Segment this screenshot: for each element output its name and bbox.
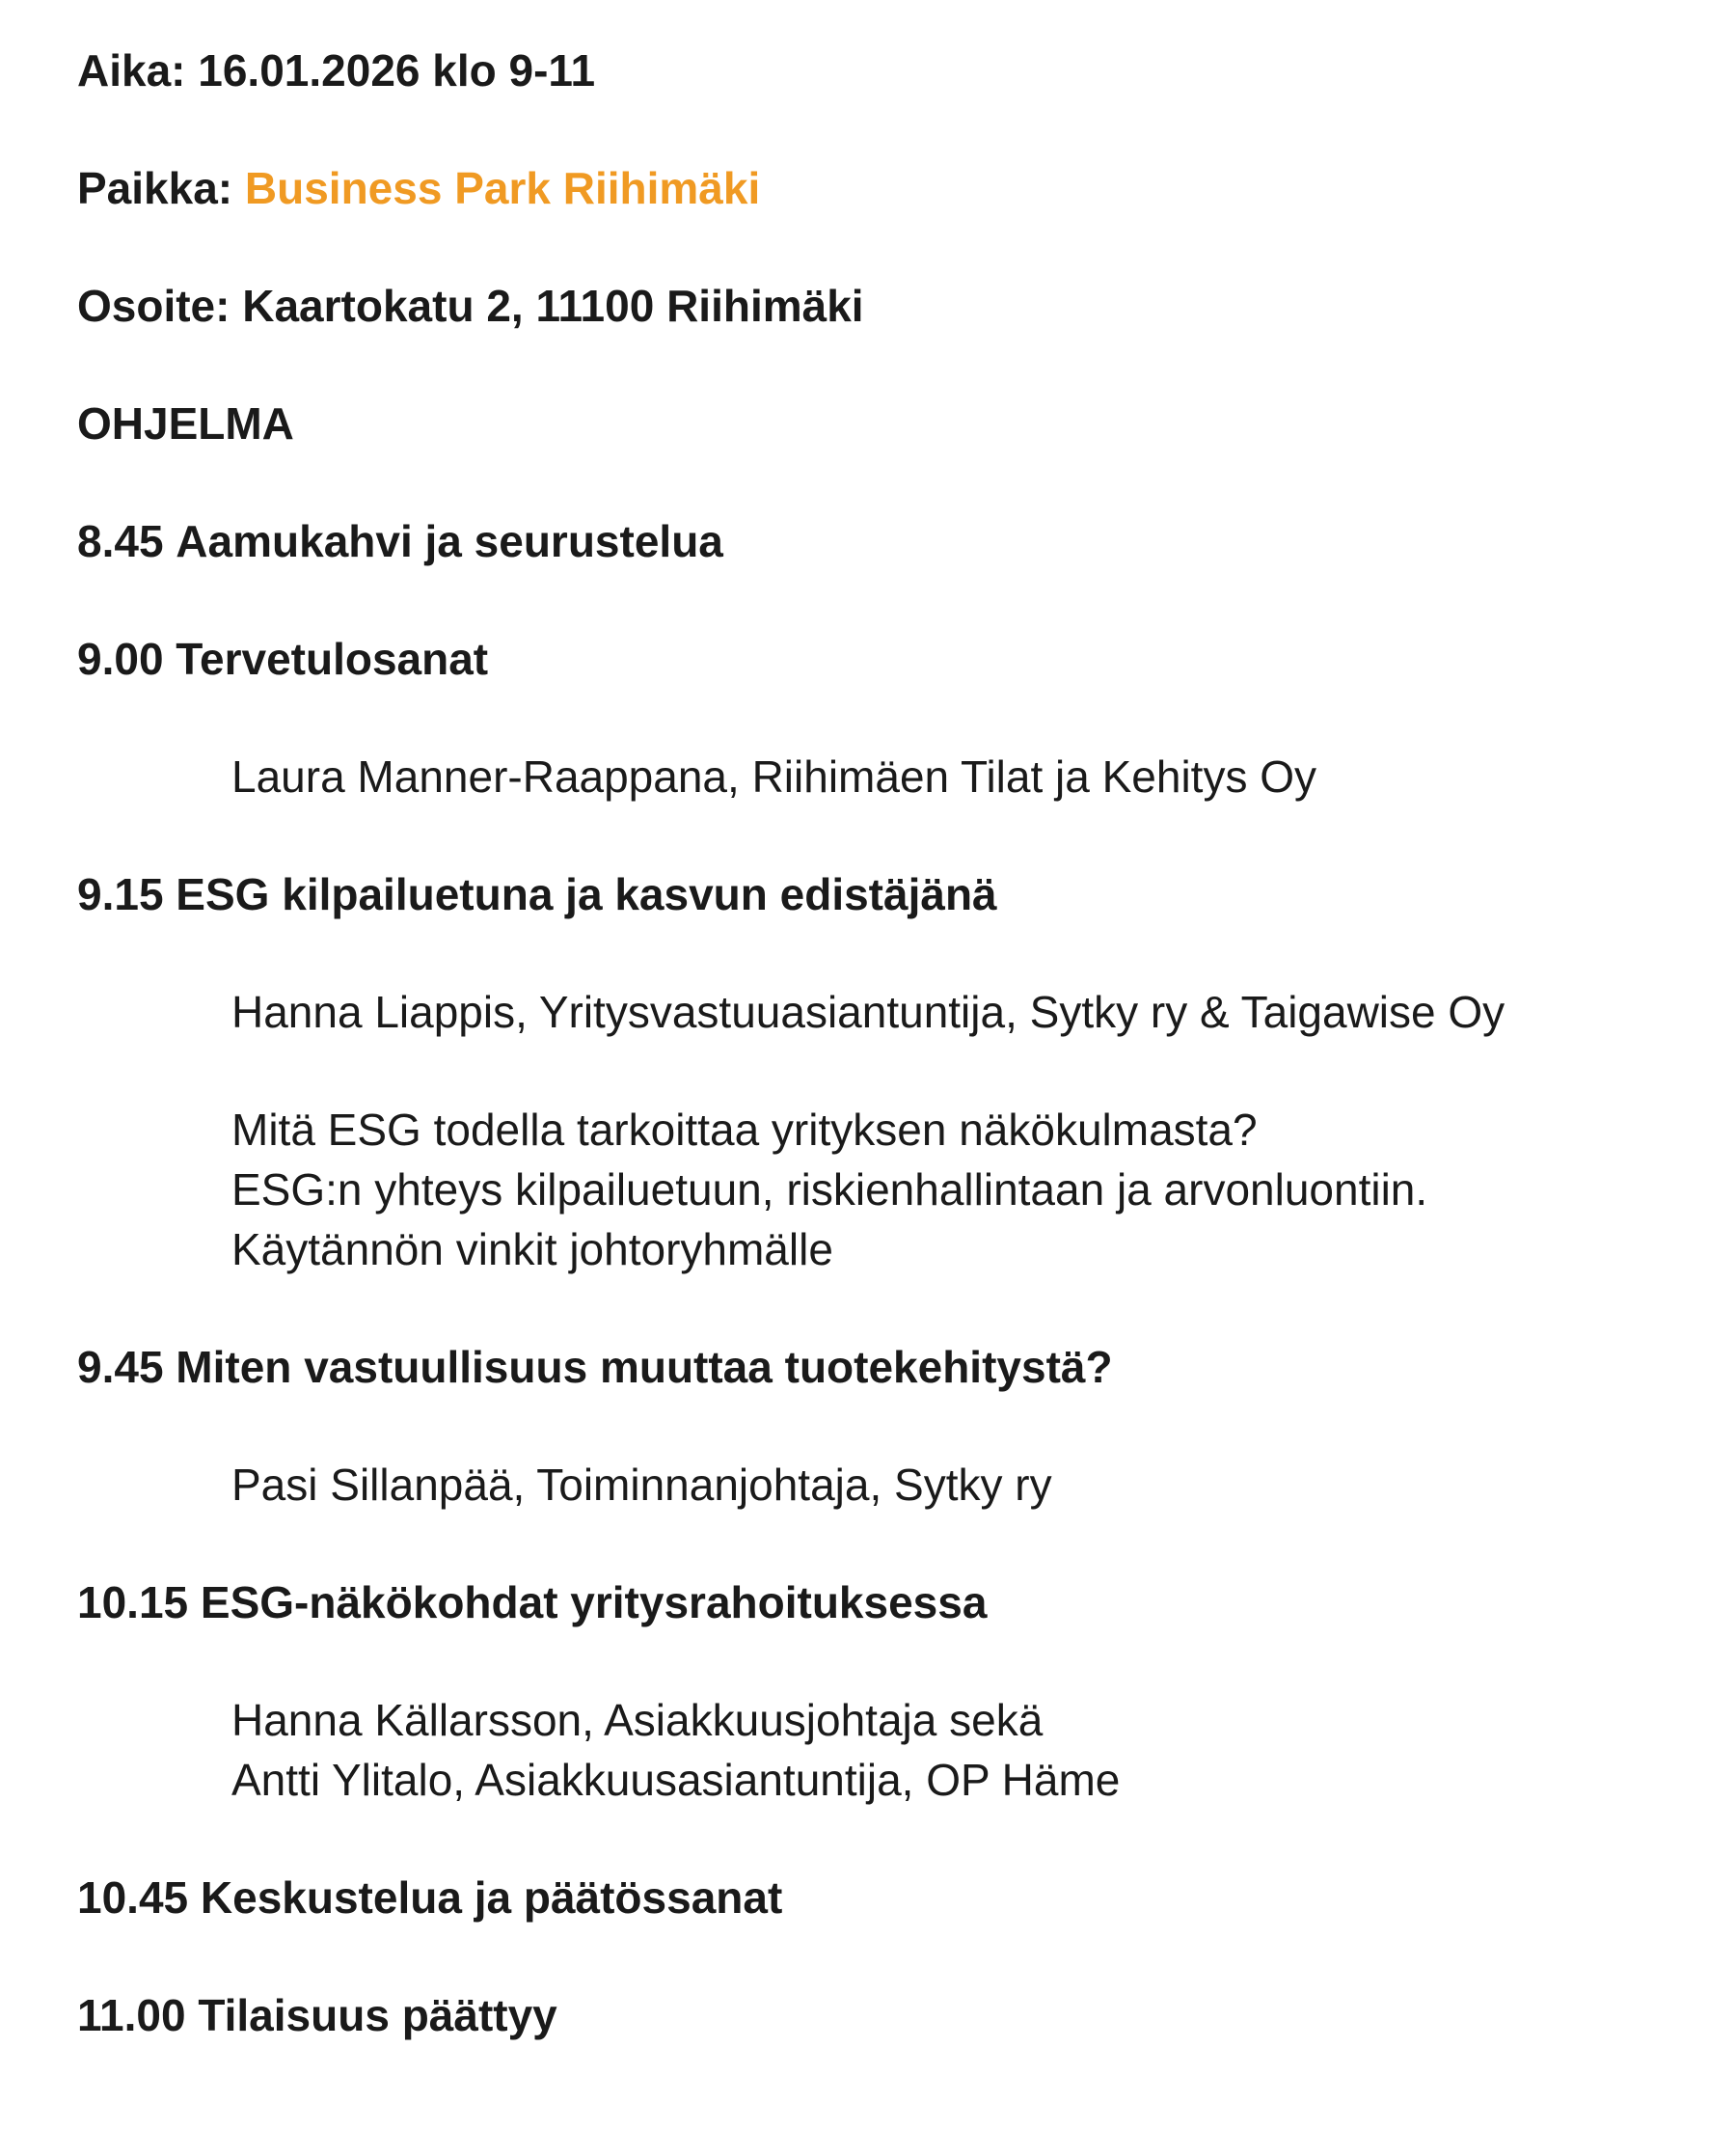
detail-line: ESG:n yhteys kilpailuetuun, riskienhallintaan ja arvonluontiin. [231, 1164, 1428, 1215]
program-item-title: Tervetulosanat [163, 634, 489, 684]
detail-line: Käytännön vinkit johtoryhmälle [231, 1224, 833, 1274]
program-item-heading [77, 1572, 1678, 1632]
program-item-heading [77, 864, 1678, 924]
program-item-detail [231, 1100, 1678, 1279]
event-address-value: Kaartokatu 2, 11100 Riihimäki [242, 281, 864, 331]
program-item-title: ESG kilpailuetuna ja kasvun edistäjänä [163, 869, 997, 919]
detail-line: Laura Manner-Raappana, Riihimäen Tilat ja Kehitys Oy [231, 751, 1317, 802]
program-item-detail [231, 747, 1678, 806]
event-place-value: Business Park Riihimäki [244, 163, 761, 213]
program-item-heading [77, 511, 1678, 571]
event-address-label: Osoite: [77, 281, 231, 331]
program-item-title: Aamukahvi ja seurustelua [163, 516, 723, 566]
event-time-value: 16.01.2026 klo 9-11 [198, 45, 596, 96]
program-item-time: 10.45 [77, 1872, 189, 1923]
program-item-title: Miten vastuullisuus muuttaa tuotekehitystä? [163, 1342, 1113, 1392]
detail-line: Pasi Sillanpää, Toiminnanjohtaja, Sytky ry [231, 1460, 1052, 1510]
program-item-heading [77, 1337, 1678, 1397]
program-item-title: Tilaisuus päättyy [185, 1990, 557, 2040]
program-item-time: 10.15 [77, 1577, 189, 1627]
detail-line: Hanna Källarsson, Asiakkuusjohtaja sekä [231, 1695, 1044, 1745]
program-item-title: Keskustelua ja päätössanat [188, 1872, 783, 1923]
event-time-label: Aika: [77, 45, 186, 96]
detail-line: Mitä ESG todella tarkoittaa yrityksen näkökulmasta? [231, 1105, 1258, 1155]
program-item-time: 9.45 [77, 1342, 164, 1392]
program-item-time: 9.15 [77, 869, 164, 919]
program-list [77, 511, 1678, 2045]
detail-line: Hanna Liappis, Yritysvastuuasiantuntija, Sytky ry & Taigawise Oy [231, 987, 1505, 1037]
detail-line: Antti Ylitalo, Asiakkuusasiantuntija, OP Häme [231, 1755, 1121, 1805]
event-time-line [77, 41, 1678, 100]
event-address-line [77, 276, 1678, 336]
program-item-time: 9.00 [77, 634, 164, 684]
program-item-time: 8.45 [77, 516, 164, 566]
program-item-title: ESG-näkökohdat yritysrahoituksessa [188, 1577, 988, 1627]
event-place-label: Paikka: [77, 163, 233, 213]
event-place-line [77, 158, 1678, 218]
program-item-heading [77, 629, 1678, 689]
program-item-heading [77, 1868, 1678, 1927]
program-item-detail [231, 982, 1678, 1042]
program-item-detail [231, 1455, 1678, 1515]
program-title: OHJELMA [77, 398, 294, 449]
program-item-heading [77, 1985, 1678, 2045]
program-item-detail [231, 1690, 1678, 1810]
program-item-time: 11.00 [77, 1990, 186, 2040]
